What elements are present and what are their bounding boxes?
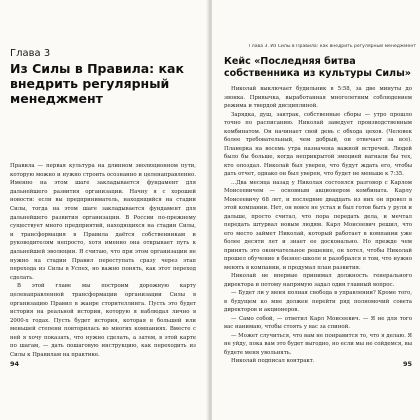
- chapter-label: Глава 3: [10, 48, 51, 59]
- running-head: Глава 3. Из Силы в Правила: как внедрить регулярный менеджмент: [249, 44, 416, 49]
- right-body-text: [224, 85, 412, 366]
- paragraph: Правила — первая культура на длинном эволюционном пути, которую можно и нужно строить осознанно и целенаправленно. Именно на этом шаге закладывается фундамент для дальнейшего развития организации. Начну я с хорошей новости: если вы предприниматель, находящийся на стадии Силы, тогда на этом шаге закладывается фундамент для дальнейшего развития организации. В России по-прежнему существует много предприятий, находящихся на стадии Силы, и трансформация в Правила даётся собственникам и руководителям непросто, хотя именно она открывает путь к дальнейшей эволюции. Я считаю, что при этом организации не нужно на стадии Правил переступать сразу через этап перехода из Силы в Успех, но важно понять, как этот переход сделать.: [10, 163, 196, 281]
- left-body-text: [10, 162, 196, 360]
- page-number-left: 94: [10, 360, 20, 368]
- paragraph: Зарядка, душ, завтрак, собственные сборы — утро прошло точно по расписанию. Николай заведует производственным комбинатом. Он начинает свой день с обхода цехов. (Человек более требовательный, чем добрый, он отвечает за все). Планерка на восемь утра назначена важной встречей. Людей было бы больше, когда неприкрытой эмоцией нагнали бы тех, кто опоздал. Николай был уверен, что будут ждать его, чтобы дать отчет, однако он был уверен, что будет не меньше к 7:35.: [224, 111, 412, 177]
- section-title: Кейс «Последняя битва собственника из культуры Силы»: [224, 56, 411, 79]
- chapter-title: Из Силы в Правила: как внедрить регулярный менеджмент: [10, 61, 184, 106]
- paragraph: — Может случиться, что вам не понравится то, что я делаю. Я не уйду, пока вам это будет выгодно, но если мы не сойдемся, вы будете меня увольнять.: [224, 332, 412, 356]
- page-number-right: 95: [402, 360, 412, 368]
- paragraph: ...Два месяца назад у Николая состоялся разговор с Карлом Моисеевичем — основным акционером комбината. Карлу Моисеевичу 68 лет, и последние двадцать из них он провел в этой компании. Нет, он вовсе не устал и был готов быть у руля и дальше, просто считал, что пора передать дела, и мечтал передать штурвал новым людям. Карл Моисеевич решил, что его место займет Николай, который работает в компании уже более десяти лет и знает ее досконально. Но прежде чем принять это окончательное решение, он хотел, чтобы Николай прошел обучение в бизнес-школе и разобрался в том, что нужно менять в компании, и продумал план развития.: [224, 179, 412, 271]
- paragraph: — Само собой, — ответил Карл Моисеевич. — Я не для того вас нанимаю, чтобы стоять у вас за спиной.: [224, 315, 412, 330]
- paragraph: Николай выключает будильник в 5:58, за две минуты до звонка. Привычка, выработанная многолетним соблюдением режима и твердой дисциплиной.: [224, 86, 412, 109]
- right-page: [212, 0, 420, 420]
- paragraph: — Будет ли у меня полная свобода в управлении? Кроме того, в будущем ко мне должен перейти ряд полномочий совета директоров и акционеров.: [224, 290, 412, 313]
- paragraph: Николай не впервые принимал должность генерального директора и потому напрямую задал один главный вопрос.: [224, 273, 412, 288]
- left-page: [0, 0, 208, 420]
- paragraph: В этой главе мы построим дорожную карту целенаправленной трансформации организации Силы в организацию Правил в жанре сторителлинга. Пусть это будет история на реальной истории, которую я наблюдал лично в 2000-х годах. Пусть будет история, которая в большей или меньшей степени повторилась во многих компаниях. Вместе с ней я хочу показать, что нужно сделать, а затем, в этой карте по шагам, — дать пошаговую инструкцию, как переходить из Силы к Правилам на практике.: [10, 283, 196, 359]
- paragraph: Николай подписал контракт.: [231, 358, 315, 364]
